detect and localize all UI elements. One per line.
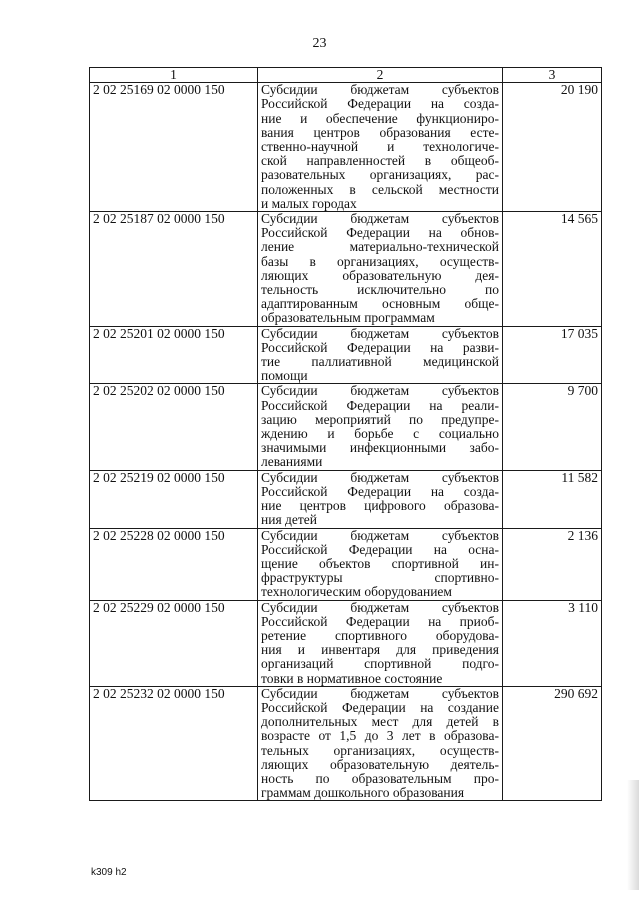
description-line: тельных организациях, осуществ-: [261, 742, 499, 758]
description-line: организаций спортивной подго-: [261, 656, 499, 672]
table-row: [90, 83, 602, 212]
budget-code-cell: 2 02 25229 02 0000 150: [90, 600, 258, 686]
column-header: 1: [90, 68, 258, 83]
description-line: ретение спортивного оборудова-: [261, 627, 499, 643]
description-line: Российской Федерации на реали-: [261, 397, 499, 413]
budget-code-cell: 2 02 25232 02 0000 150: [90, 686, 258, 801]
description-line: образовательным программам: [261, 310, 435, 326]
description-line: Субсидии бюджетам субъектов: [261, 211, 499, 227]
description-line: Субсидии бюджетам субъектов: [261, 82, 499, 98]
description-cell: [258, 686, 503, 801]
description-line: Российской Федерации на обнов-: [261, 225, 499, 241]
description-line: Российской Федерации на созда-: [261, 96, 499, 112]
description-cell: [258, 528, 503, 600]
amount-cell: 3 110: [503, 600, 602, 686]
description-line: Субсидии бюджетам субъектов: [261, 383, 499, 399]
amount-cell: 290 692: [503, 686, 602, 801]
budget-code-cell: 2 02 25169 02 0000 150: [90, 83, 258, 212]
amount-cell: 14 565: [503, 212, 602, 327]
description-line: возрасте от 1,5 до 3 лет в образова-: [261, 728, 499, 744]
description-line: ние центров цифрового образова-: [261, 498, 499, 514]
description-line: положенных в сельской местности: [261, 181, 499, 197]
budget-code-cell: 2 02 25219 02 0000 150: [90, 470, 258, 528]
description-line: Субсидии бюджетам субъектов: [261, 325, 499, 341]
description-line: и малых городах: [261, 195, 357, 211]
description-cell: [258, 212, 503, 327]
description-line: Российской Федерации на приоб-: [261, 613, 499, 629]
budget-code-cell: 2 02 25202 02 0000 150: [90, 384, 258, 470]
table-row: [90, 326, 602, 384]
description-line: ляющих образовательную деятель-: [261, 756, 499, 772]
table-row: [90, 470, 602, 528]
description-line: граммам дошкольного образования: [261, 785, 465, 801]
table-row: [90, 686, 602, 801]
table-header-row: [90, 68, 602, 83]
description-line: фраструктуры спортивно-: [261, 570, 499, 586]
amount-cell: 9 700: [503, 384, 602, 470]
description-line: ской направленностей в общеоб-: [261, 153, 499, 169]
description-line: значимыми инфекционными забо-: [261, 440, 499, 456]
budget-code-cell: 2 02 25201 02 0000 150: [90, 326, 258, 384]
description-line: ление материально-технической: [261, 239, 499, 255]
description-line: технологическим оборудованием: [261, 584, 452, 600]
description-line: вания центров образования есте-: [261, 124, 499, 140]
description-line: Субсидии бюджетам субъектов: [261, 685, 499, 701]
description-line: леваниями: [261, 454, 323, 470]
description-line: ние и обеспечение функциониро-: [261, 110, 499, 126]
amount-cell: 2 136: [503, 528, 602, 600]
table-row: [90, 528, 602, 600]
description-line: тельность исключительно по: [261, 282, 499, 298]
description-line: зацию мероприятий по предупре-: [261, 411, 499, 427]
description-line: базы в организациях, осуществ-: [261, 253, 499, 269]
description-line: ждению и борьбе с социально: [261, 426, 499, 442]
description-cell: [258, 470, 503, 528]
description-line: товки в нормативное состояние: [261, 670, 443, 686]
column-header: 3: [503, 68, 602, 83]
description-cell: [258, 326, 503, 384]
description-line: разовательных организациях, рас-: [261, 167, 499, 183]
description-line: ственно-научной и технологиче-: [261, 139, 499, 155]
description-line: ния и инвентаря для приведения: [261, 642, 499, 658]
page-number: 23: [312, 36, 327, 51]
description-line: ляющих образовательную дея-: [261, 267, 499, 283]
table-body: [90, 83, 602, 801]
description-cell: [258, 384, 503, 470]
description-line: дополнительных мест для детей в: [261, 714, 499, 730]
description-line: Субсидии бюджетам субъектов: [261, 469, 499, 485]
description-line: Российской Федерации на осна-: [261, 541, 499, 557]
description-line: Российской Федерации на созда-: [261, 483, 499, 499]
description-line: адаптированным основным обще-: [261, 296, 499, 312]
description-line: ния детей: [261, 512, 318, 528]
description-line: помощи: [261, 368, 308, 384]
budget-code-cell: 2 02 25187 02 0000 150: [90, 212, 258, 327]
description-line: Субсидии бюджетам субъектов: [261, 599, 499, 615]
amount-cell: 11 582: [503, 470, 602, 528]
description-line: тие паллиативной медицинской: [261, 354, 499, 370]
description-line: Российской Федерации на разви-: [261, 339, 499, 355]
description-line: Субсидии бюджетам субъектов: [261, 527, 499, 543]
column-header: 2: [258, 68, 503, 83]
description-line: ность по образовательным про-: [261, 770, 499, 786]
subsidies-table: [89, 67, 602, 801]
scan-edge-shadow: [627, 780, 639, 890]
table-row: [90, 212, 602, 327]
description-line: Российской Федерации на создание: [261, 699, 499, 715]
amount-cell: 20 190: [503, 83, 602, 212]
description-cell: [258, 600, 503, 686]
budget-code-cell: 2 02 25228 02 0000 150: [90, 528, 258, 600]
document-footer-code: k309 h2: [91, 867, 127, 878]
description-line: щение объектов спортивной ин-: [261, 555, 499, 571]
table-row: [90, 384, 602, 470]
amount-cell: 17 035: [503, 326, 602, 384]
description-cell: [258, 83, 503, 212]
table-row: [90, 600, 602, 686]
